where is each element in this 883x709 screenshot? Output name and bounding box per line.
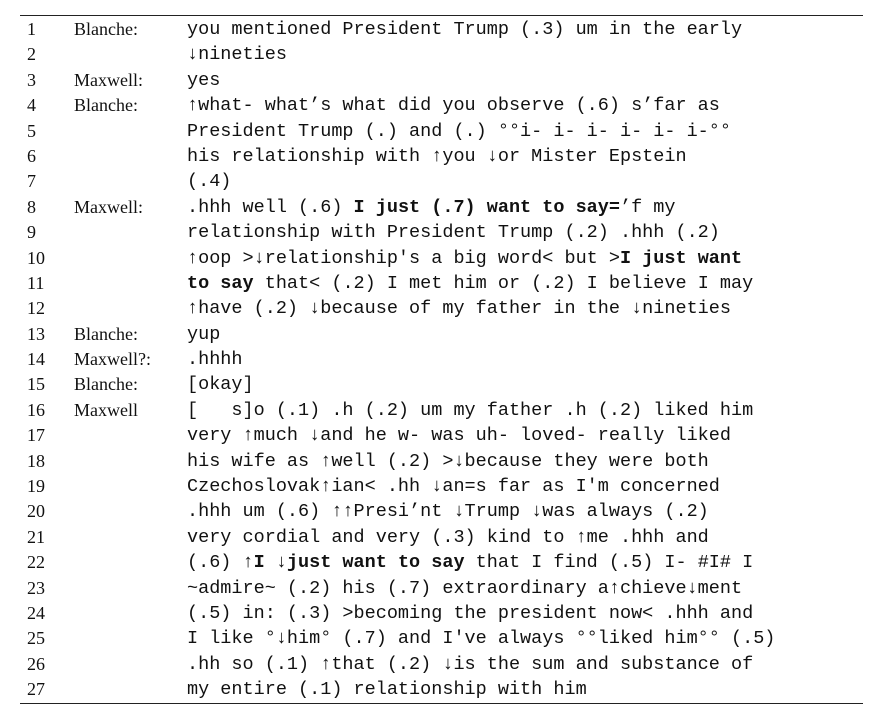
text-segment: yup [187,323,221,345]
transcript-line [0,525,883,550]
utterance-text [187,195,676,220]
text-segment: very cordial and very (.3) kind to ↑me .hhh and [187,526,709,548]
transcript-line [0,474,883,499]
speaker-label: Blanche: [74,374,138,395]
text-segment: ↑oop >↓relationship's a big word< but > [187,247,620,269]
line-number: 8 [27,196,36,217]
utterance-text [187,372,254,397]
emphasized-segment: to say [187,272,254,294]
text-segment: President Trump (.) and (.) °°i- i- i- i- i- i-°° [187,120,731,142]
transcript-line [0,68,883,93]
line-number: 12 [27,298,45,319]
transcript-line [0,626,883,651]
transcript-line [0,398,883,423]
utterance-text [187,423,731,448]
text-segment: my entire (.1) relationship with him [187,679,587,701]
line-number: 3 [27,69,36,90]
text-segment: yes [187,69,221,91]
bottom-rule [20,703,863,704]
utterance-text [187,626,775,651]
line-number: 9 [27,222,36,243]
top-rule [20,15,863,16]
line-number: 13 [27,323,45,344]
transcript-line [0,347,883,372]
line-number: 17 [27,425,45,446]
utterance-text [187,144,687,169]
transcript-line [0,195,883,220]
line-number: 24 [27,602,45,623]
transcript-line [0,296,883,321]
text-segment: you mentioned President Trump (.3) um in the early [187,19,743,40]
utterance-text [187,499,709,524]
utterance-text [187,398,753,423]
text-segment: I like °↓him° (.7) and I've always °°liked him°° (.5) [187,628,776,650]
utterance-text [187,17,742,42]
speaker-label: Blanche: [74,323,138,344]
text-segment: .hh so (.1) ↑that (.2) ↓is the sum and substance of [187,653,754,675]
transcript-line [0,271,883,296]
text-segment: [okay] [187,374,254,396]
transcript-line [0,423,883,448]
text-segment: ↓nineties [187,44,287,66]
line-number: 19 [27,476,45,497]
text-segment: his wife as ↑well (.2) >↓because they were both [187,450,709,472]
text-segment: that< (.2) I met him or (.2) I believe I may [253,272,754,294]
text-segment: .hhh well (.6) [187,196,354,218]
line-number: 1 [27,19,36,39]
utterance-text [187,347,243,372]
transcript-line [0,499,883,524]
transcript-line [0,119,883,144]
utterance-text [187,652,753,677]
transcript-line [0,576,883,601]
line-number: 27 [27,679,45,700]
utterance-text [187,322,220,347]
utterance-text [187,119,731,144]
utterance-text [187,474,720,499]
transcript-line [0,220,883,245]
text-segment: (.6) [187,552,243,574]
utterance-text [187,601,753,626]
line-number: 22 [27,552,45,573]
utterance-text [187,296,731,321]
transcript-line [0,246,883,271]
line-number: 7 [27,171,36,192]
utterance-text [187,525,709,550]
transcript-line [0,677,883,702]
line-number: 6 [27,145,36,166]
text-segment: Czechoslovak↑ian< .hh ↓an=s far as I'm concerned [187,476,720,498]
emphasized-segment: I just want [619,247,743,269]
utterance-text [187,169,231,194]
text-segment: that I find (.5) I- #I# I [464,552,754,574]
utterance-text [187,550,753,575]
line-number: 11 [27,272,45,293]
text-segment: very ↑much ↓and he w- was uh- loved- really liked [187,425,731,447]
speaker-label: Maxwell [74,399,138,420]
transcript-line [0,652,883,677]
utterance-text [187,677,587,702]
text-segment: ~admire~ (.2) his (.7) extraordinary a↑chieve↓ment [187,577,743,599]
text-segment: (.4) [187,171,232,193]
transcript-line [0,372,883,397]
text-segment: (.5) in: (.3) >becoming the president now< .hhh and [187,602,754,624]
text-segment: his relationship with ↑you ↓or Mister Epstein [187,145,687,167]
transcript-line [0,449,883,474]
speaker-label: Blanche: [74,19,138,39]
text-segment: ↑have (.2) ↓because of my father in the ↓nineties [187,298,731,320]
utterance-text [187,576,742,601]
transcript-line [0,93,883,118]
transcript-line [0,322,883,347]
transcript-line [0,144,883,169]
speaker-label: Blanche: [74,95,138,116]
text-segment: [ s]o (.1) .h (.2) um my father .h (.2) liked him [187,399,754,421]
emphasized-segment: I just (.7) want to say= [353,196,620,218]
text-segment: ’f my [619,196,676,218]
line-number: 4 [27,95,36,116]
speaker-label: Maxwell: [74,196,143,217]
line-number: 21 [27,526,45,547]
line-number: 5 [27,120,36,141]
transcript-line [0,42,883,67]
line-number: 18 [27,450,45,471]
utterance-text [187,93,720,118]
text-segment: .hhh um (.6) ↑↑Presi’nt ↓Trump ↓was always (.2) [187,501,709,523]
utterance-text [187,246,742,271]
emphasized-segment: ↑I ↓just want to say [242,552,465,574]
speaker-label: Maxwell: [74,69,143,90]
line-number: 20 [27,501,45,522]
line-number: 16 [27,399,45,420]
text-segment: relationship with President Trump (.2) .hhh (.2) [187,222,720,244]
transcript-line [0,601,883,626]
speaker-label: Maxwell?: [74,349,151,370]
line-number: 26 [27,653,45,674]
utterance-text [187,449,709,474]
text-segment: ↑what- what’s what did you observe (.6) s’far as [187,95,720,117]
transcript-line [0,169,883,194]
line-number: 2 [27,44,36,65]
utterance-text [187,271,753,296]
utterance-text [187,68,220,93]
transcript-line [0,550,883,575]
transcript [0,17,883,703]
transcript-line [0,17,883,42]
utterance-text [187,42,287,67]
line-number: 15 [27,374,45,395]
utterance-text [187,220,720,245]
line-number: 14 [27,349,45,370]
line-number: 25 [27,628,45,649]
line-number: 23 [27,577,45,598]
text-segment: .hhhh [187,349,243,371]
line-number: 10 [27,247,45,268]
